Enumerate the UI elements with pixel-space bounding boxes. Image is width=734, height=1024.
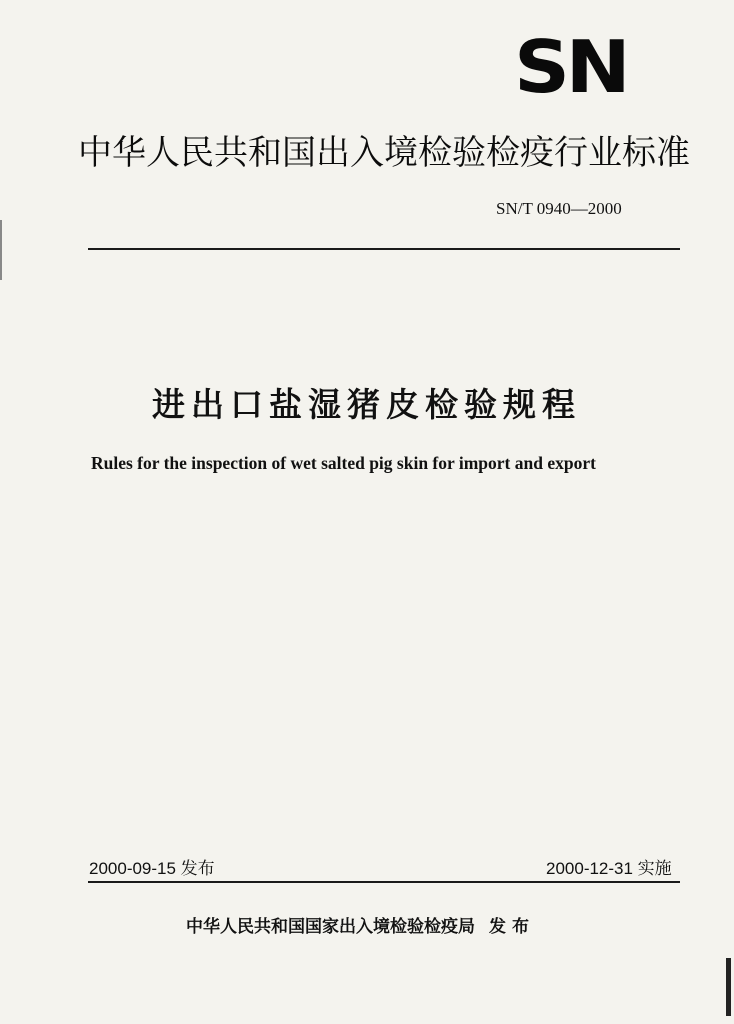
issuing-authority: [186, 916, 535, 938]
scan-edge-mark: [0, 220, 2, 280]
scan-edge-mark: [726, 958, 731, 1016]
issue-date: 2000-09-15 发布: [89, 859, 215, 878]
document-title-english: Rules for the inspection of wet salted pig skin for import and export: [91, 453, 596, 473]
standard-number: SN/T 0940—2000: [496, 199, 622, 218]
implementation-date: 2000-12-31 实施: [546, 859, 672, 878]
sn-logo: SN: [514, 25, 627, 109]
issue-verb: 发布: [489, 917, 535, 937]
industry-standard-title: 中华人民共和国出入境检验检疫行业标准: [78, 133, 690, 173]
issuer-name: 中华人民共和国国家出入境检验检疫局: [186, 917, 475, 937]
top-divider: [88, 248, 680, 250]
bottom-divider: [88, 881, 680, 883]
document-title-chinese: 进出口盐湿猪皮检验规程: [152, 385, 581, 424]
